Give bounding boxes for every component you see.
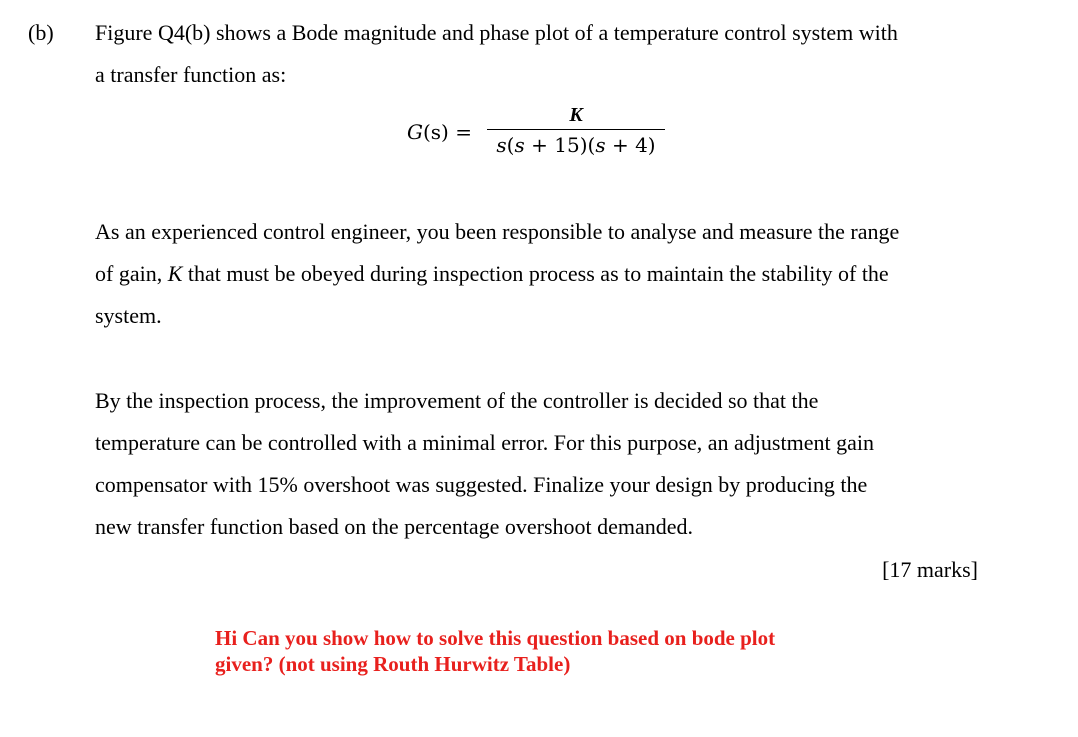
paragraph-line: As an experienced control engineer, you been responsible to analyse and measure the range [95,219,900,244]
paragraph-line: of gain, K that must be obeyed during inspection process as to maintain the stability of the [95,261,889,286]
paragraph-line: temperature can be controlled with a minimal error. For this purpose, an adjustment gain [95,430,874,455]
question-intro [95,18,977,90]
equation-fraction [487,102,665,158]
equation-lhs [407,120,472,144]
equation-equals: = [448,120,472,144]
marks-allocation: [17 marks] [882,557,978,582]
intro-line: a transfer function as: [95,62,287,87]
equation-numerator: K [569,104,583,126]
paragraph-line: compensator with 15% overshoot was suggested. Finalize your design by producing the [95,472,868,497]
equation-denominator: s(s + 15)(s + 4) [496,133,656,157]
user-note-line: given? (not using Routh Hurwitz Table) [215,652,571,676]
intro-line: Figure Q4(b) shows a Bode magnitude and phase plot of a temperature control system with [95,20,898,45]
equation-function-name: G [407,120,423,144]
fraction-bar [487,129,665,130]
question-paragraph-1 [95,217,977,343]
equation-argument: (s) [422,120,449,144]
paragraph-line: system. [95,303,162,328]
paragraph-line: new transfer function based on the percentage overshoot demanded. [95,514,694,539]
paragraph-line: By the inspection process, the improvement of the controller is decided so that the [95,388,819,413]
question-label: (b) [28,20,54,45]
user-note-line: Hi Can you show how to solve this question based on bode plot [215,626,776,650]
user-note [215,625,775,677]
question-paragraph-2 [95,386,977,554]
